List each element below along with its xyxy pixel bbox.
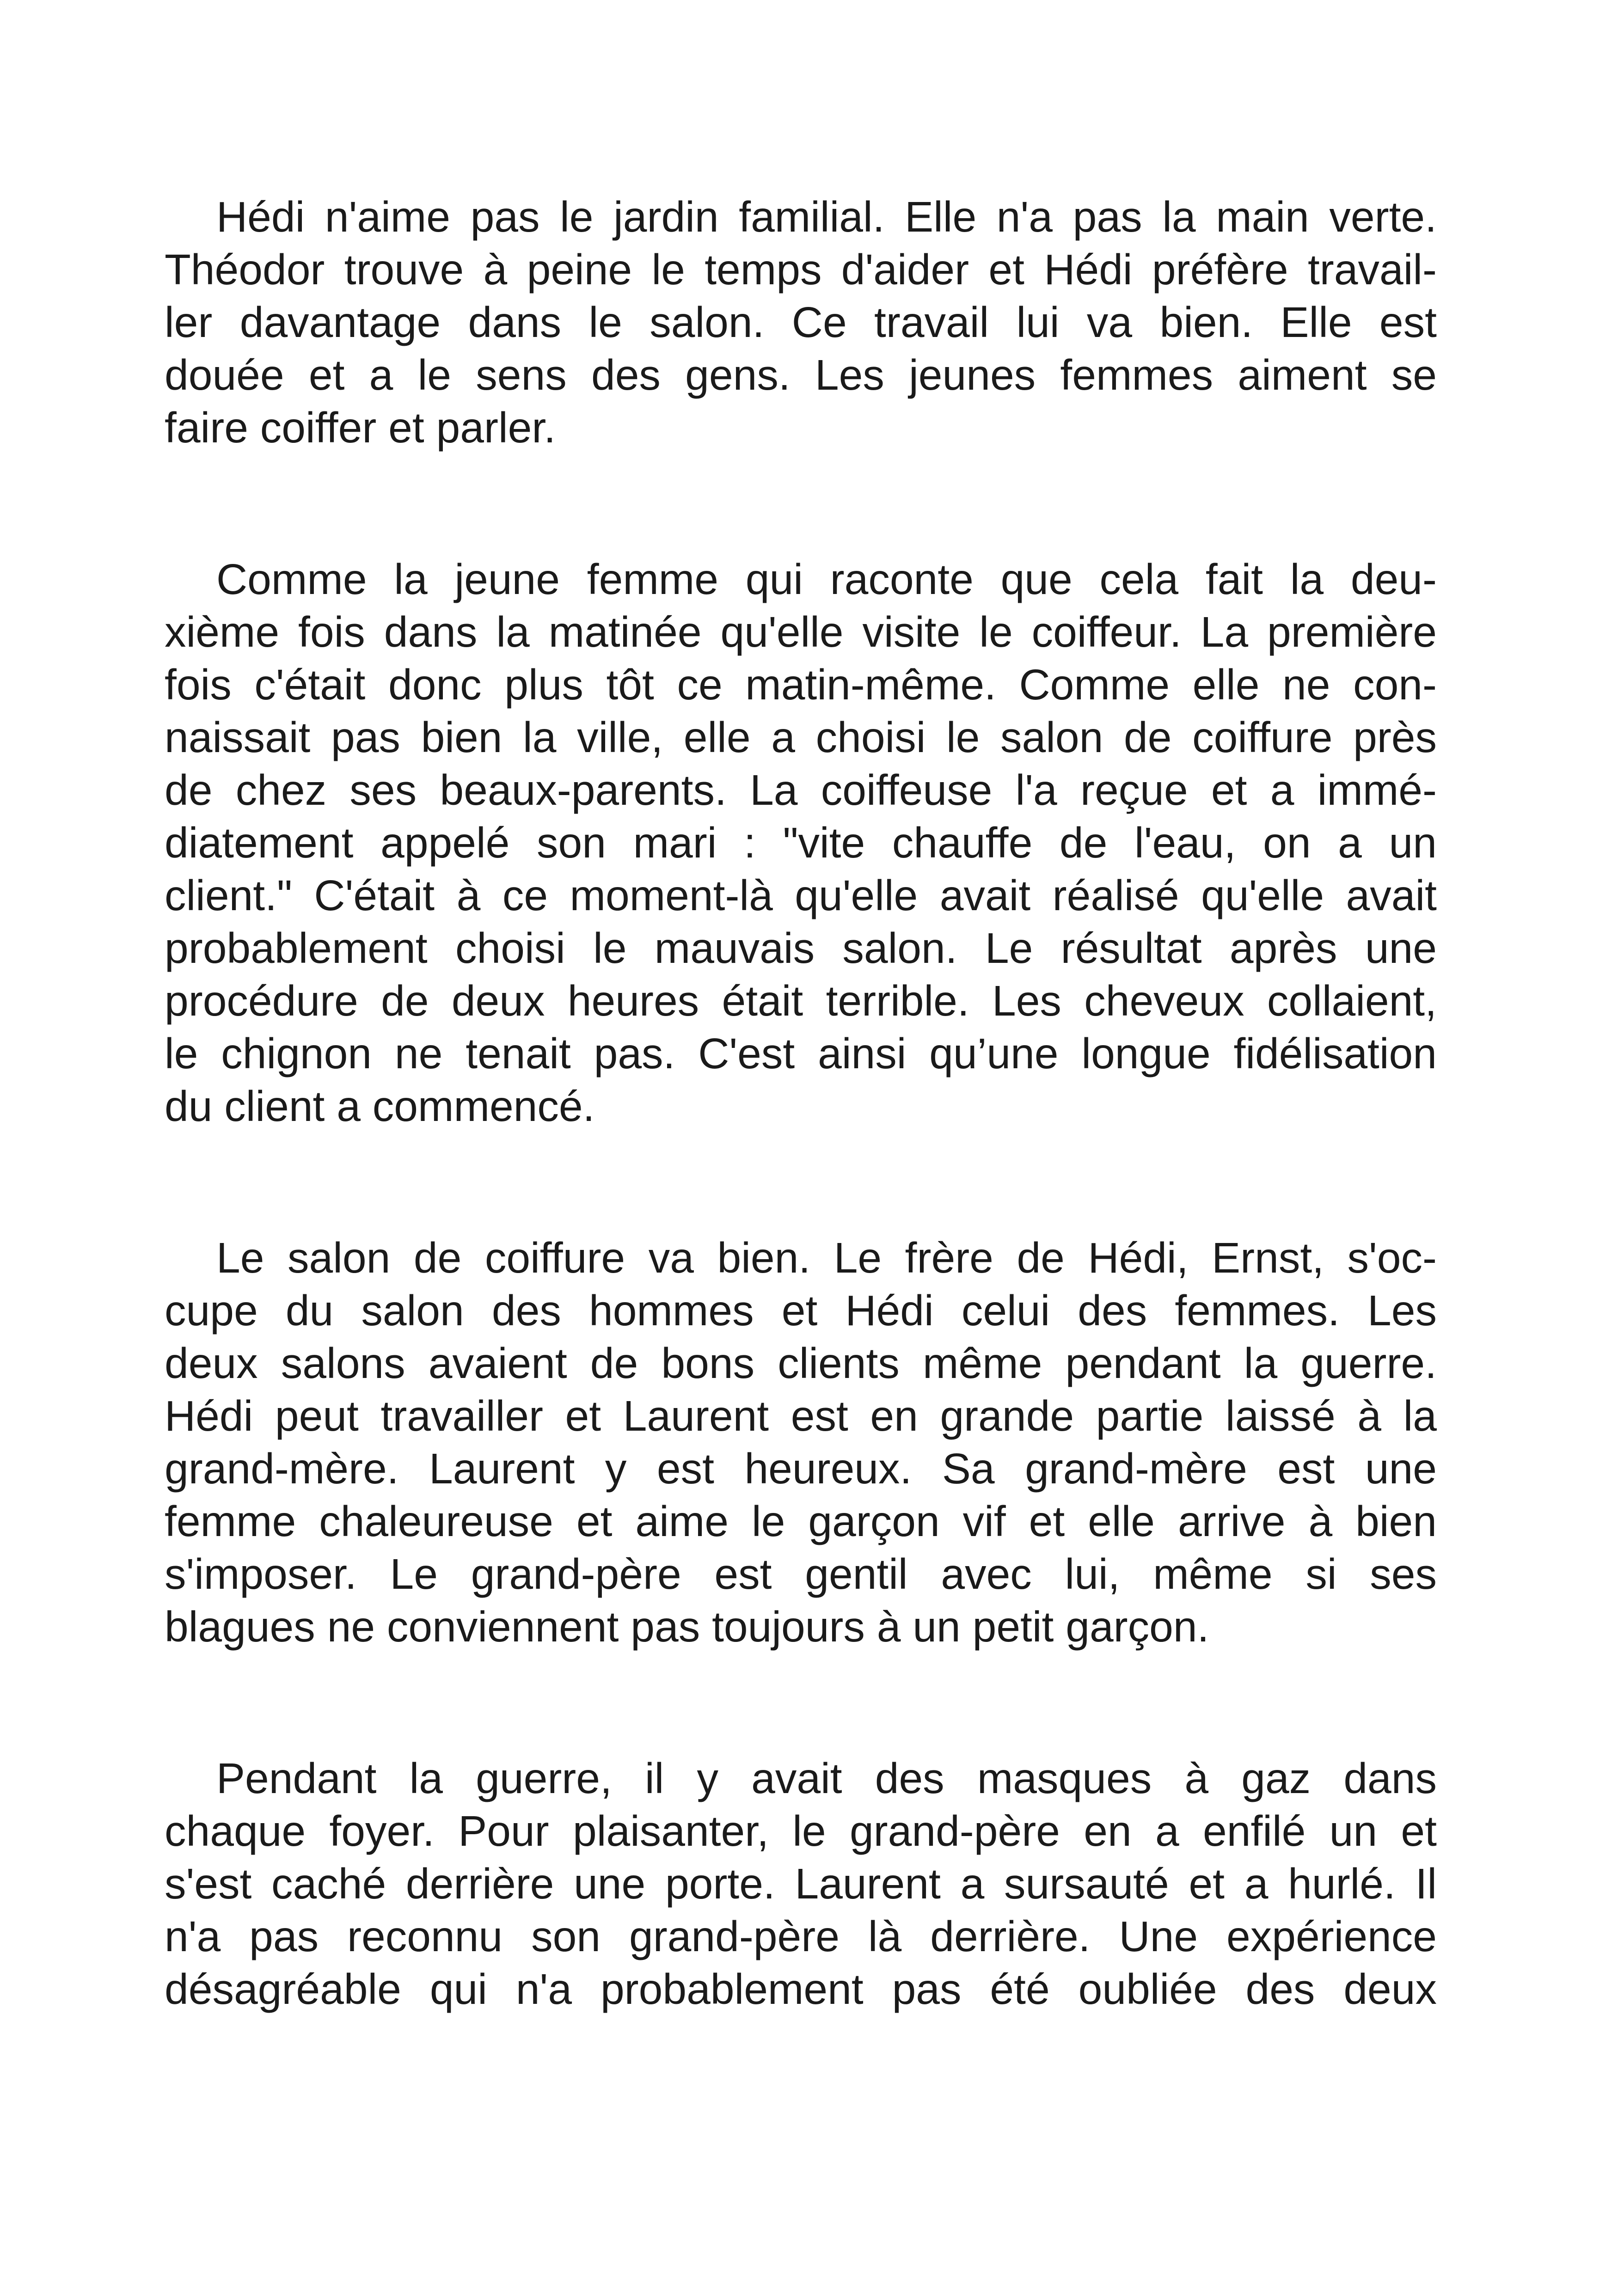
- text-line: Théodor trouve à peine le temps d'aider et Hédi préfère travail-: [165, 245, 1437, 294]
- paragraph-1: [165, 190, 1437, 454]
- text-line: client." C'était à ce moment-là qu'elle avait réalisé qu'elle avait: [165, 871, 1437, 919]
- paragraph-3: [165, 1231, 1437, 1653]
- text-line: de chez ses beaux-parents. La coiffeuse l'a reçue et a immé-: [165, 766, 1437, 814]
- text-line: probablement choisi le mauvais salon. Le résultat après une: [165, 924, 1437, 972]
- text-line: le chignon ne tenait pas. C'est ainsi qu’une longue fidélisation: [165, 1029, 1437, 1078]
- text-line: Le salon de coiffure va bien. Le frère de Hédi, Ernst, s'oc-: [216, 1234, 1437, 1282]
- text-line: xième fois dans la matinée qu'elle visite le coiffeur. La première: [165, 608, 1437, 656]
- text-line: deux salons avaient de bons clients même pendant la guerre.: [165, 1339, 1437, 1387]
- text-line: fois c'était donc plus tôt ce matin-même. Comme elle ne con-: [165, 661, 1437, 709]
- paragraph-2: [165, 553, 1437, 1133]
- text-line: chaque foyer. Pour plaisanter, le grand-père en a enfilé un et: [165, 1807, 1437, 1855]
- text-line: faire coiffer et parler.: [165, 404, 556, 452]
- paragraph-4: [165, 1752, 1437, 2015]
- text-line: s'imposer. Le grand-père est gentil avec lui, même si ses: [165, 1550, 1437, 1598]
- text-line: cupe du salon des hommes et Hédi celui des femmes. Les: [165, 1286, 1437, 1335]
- text-line: grand-mère. Laurent y est heureux. Sa grand-mère est une: [165, 1445, 1437, 1493]
- text-line: femme chaleureuse et aime le garçon vif et elle arrive à bien: [165, 1497, 1437, 1545]
- text-line: procédure de deux heures était terrible. Les cheveux collaient,: [165, 977, 1437, 1025]
- text-line: du client a commencé.: [165, 1082, 595, 1130]
- text-line: douée et a le sens des gens. Les jeunes femmes aiment se: [165, 351, 1437, 399]
- text-line: ler davantage dans le salon. Ce travail lui va bien. Elle est: [165, 298, 1437, 346]
- text-line: n'a pas reconnu son grand-père là derrière. Une expérience: [165, 1912, 1437, 1960]
- text-line: naissait pas bien la ville, elle a choisi le salon de coiffure près: [165, 713, 1437, 761]
- text-line: désagréable qui n'a probablement pas été oubliée des deux: [165, 1965, 1437, 2013]
- text-line: s'est caché derrière une porte. Laurent a sursauté et a hurlé. Il: [165, 1860, 1437, 1908]
- text-line: diatement appelé son mari : "vite chauffe de l'eau, on a un: [165, 819, 1437, 867]
- text-line: Comme la jeune femme qui raconte que cela fait la deu-: [216, 555, 1437, 603]
- text-line: Pendant la guerre, il y avait des masques à gaz dans: [216, 1754, 1437, 1802]
- text-line: Hédi peut travailler et Laurent est en grande partie laissé à la: [165, 1392, 1437, 1440]
- text-line: Hédi n'aime pas le jardin familial. Elle n'a pas la main verte.: [216, 193, 1437, 241]
- text-line: blagues ne conviennent pas toujours à un petit garçon.: [165, 1603, 1209, 1651]
